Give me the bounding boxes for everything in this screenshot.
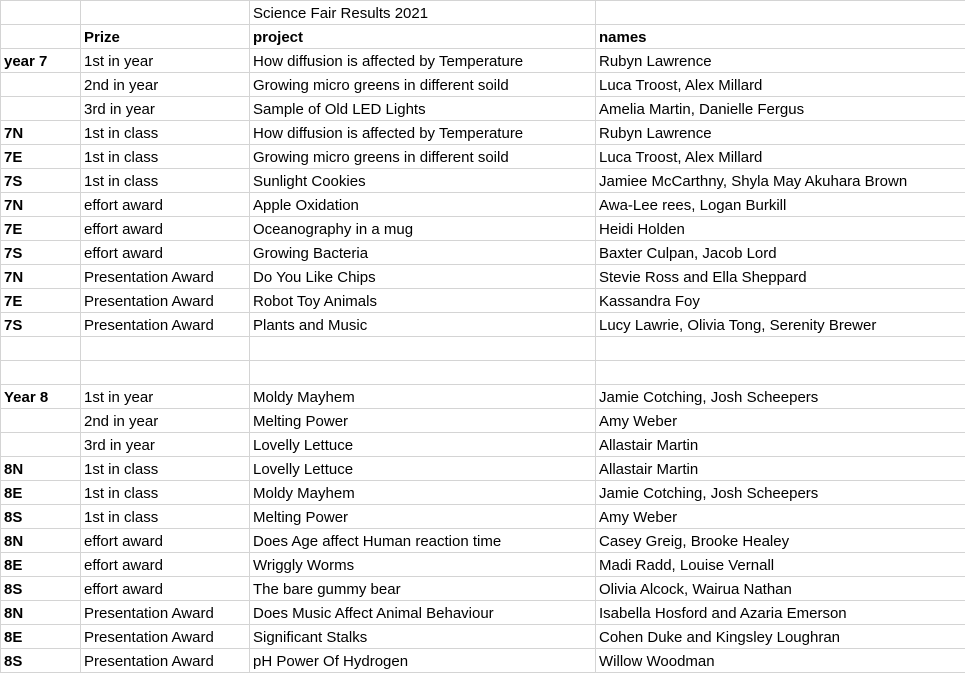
cell-group[interactable] xyxy=(1,97,81,121)
cell-project[interactable]: Melting Power xyxy=(250,409,596,433)
cell-names[interactable]: Olivia Alcock, Wairua Nathan xyxy=(596,577,965,601)
cell-group[interactable]: 8N xyxy=(1,457,81,481)
table-row xyxy=(1,49,965,73)
cell-project[interactable]: Lovelly Lettuce xyxy=(250,457,596,481)
cell-project[interactable]: Wriggly Worms xyxy=(250,553,596,577)
cell-names[interactable]: Luca Troost, Alex Millard xyxy=(596,145,965,169)
cell-group[interactable]: 8E xyxy=(1,625,81,649)
table-row xyxy=(1,649,965,673)
table-row xyxy=(1,1,965,25)
table-row xyxy=(1,337,965,361)
cell-project[interactable] xyxy=(250,361,596,385)
cell-names[interactable]: Isabella Hosford and Azaria Emerson xyxy=(596,601,965,625)
cell-project[interactable]: Apple Oxidation xyxy=(250,193,596,217)
cell-names[interactable]: Stevie Ross and Ella Sheppard xyxy=(596,265,965,289)
cell-names[interactable] xyxy=(596,1,965,25)
cell-prize[interactable]: Presentation Award xyxy=(81,313,250,337)
cell-prize[interactable]: 1st in year xyxy=(81,385,250,409)
cell-names[interactable]: Jamiee McCarthny, Shyla May Akuhara Brown xyxy=(596,169,965,193)
cell-group[interactable] xyxy=(1,25,81,49)
cell-names[interactable]: Jamie Cotching, Josh Scheepers xyxy=(596,481,965,505)
table-row xyxy=(1,97,965,121)
cell-prize[interactable]: effort award xyxy=(81,241,250,265)
cell-prize[interactable] xyxy=(81,1,250,25)
cell-prize[interactable] xyxy=(81,361,250,385)
cell-prize[interactable]: 2nd in year xyxy=(81,409,250,433)
cell-project[interactable] xyxy=(250,337,596,361)
cell-group[interactable] xyxy=(1,73,81,97)
table-row xyxy=(1,241,965,265)
cell-prize[interactable] xyxy=(81,337,250,361)
cell-group[interactable] xyxy=(1,433,81,457)
cell-group[interactable]: 7S xyxy=(1,313,81,337)
table-row xyxy=(1,385,965,409)
cell-prize[interactable]: effort award xyxy=(81,577,250,601)
cell-project[interactable]: Science Fair Results 2021 xyxy=(250,1,596,25)
table-row xyxy=(1,193,965,217)
cell-group[interactable]: 7E xyxy=(1,145,81,169)
cell-group[interactable]: 8N xyxy=(1,529,81,553)
cell-group[interactable] xyxy=(1,1,81,25)
cell-names[interactable]: Rubyn Lawrence xyxy=(596,49,965,73)
cell-names[interactable] xyxy=(596,337,965,361)
cell-project[interactable]: Robot Toy Animals xyxy=(250,289,596,313)
cell-prize[interactable]: 1st in class xyxy=(81,145,250,169)
table-row xyxy=(1,361,965,385)
cell-names[interactable] xyxy=(596,361,965,385)
cell-group[interactable]: 8S xyxy=(1,577,81,601)
cell-prize[interactable]: 2nd in year xyxy=(81,73,250,97)
cell-project[interactable]: pH Power Of Hydrogen xyxy=(250,649,596,673)
cell-prize[interactable]: 1st in year xyxy=(81,49,250,73)
cell-group[interactable]: 8S xyxy=(1,649,81,673)
table-row xyxy=(1,409,965,433)
cell-group[interactable]: 8S xyxy=(1,505,81,529)
cell-project[interactable]: project xyxy=(250,25,596,49)
cell-names[interactable]: Madi Radd, Louise Vernall xyxy=(596,553,965,577)
cell-group[interactable]: Year 8 xyxy=(1,385,81,409)
table-row xyxy=(1,169,965,193)
cell-names[interactable]: Amy Weber xyxy=(596,409,965,433)
cell-project[interactable]: Sunlight Cookies xyxy=(250,169,596,193)
cell-prize[interactable]: 1st in class xyxy=(81,505,250,529)
cell-names[interactable]: Heidi Holden xyxy=(596,217,965,241)
table-row xyxy=(1,457,965,481)
cell-names[interactable]: Awa-Lee rees, Logan Burkill xyxy=(596,193,965,217)
table-row xyxy=(1,529,965,553)
cell-project[interactable]: The bare gummy bear xyxy=(250,577,596,601)
cell-group[interactable]: 7N xyxy=(1,193,81,217)
cell-group[interactable] xyxy=(1,361,81,385)
cell-names[interactable]: Cohen Duke and Kingsley Loughran xyxy=(596,625,965,649)
table-row xyxy=(1,505,965,529)
table-row xyxy=(1,577,965,601)
cell-prize[interactable]: Presentation Award xyxy=(81,625,250,649)
cell-names[interactable]: Amelia Martin, Danielle Fergus xyxy=(596,97,965,121)
table-row xyxy=(1,553,965,577)
cell-names[interactable]: Casey Greig, Brooke Healey xyxy=(596,529,965,553)
cell-group[interactable]: 7E xyxy=(1,289,81,313)
cell-group[interactable]: 7S xyxy=(1,241,81,265)
cell-project[interactable]: Moldy Mayhem xyxy=(250,481,596,505)
table-row xyxy=(1,121,965,145)
cell-prize[interactable]: effort award xyxy=(81,529,250,553)
cell-names[interactable]: Luca Troost, Alex Millard xyxy=(596,73,965,97)
table-row xyxy=(1,313,965,337)
cell-prize[interactable]: Presentation Award xyxy=(81,649,250,673)
table-row xyxy=(1,289,965,313)
cell-prize[interactable]: 1st in class xyxy=(81,481,250,505)
cell-names[interactable]: Baxter Culpan, Jacob Lord xyxy=(596,241,965,265)
cell-project[interactable]: Does Music Affect Animal Behaviour xyxy=(250,601,596,625)
cell-project[interactable]: Lovelly Lettuce xyxy=(250,433,596,457)
cell-names[interactable]: Allastair Martin xyxy=(596,433,965,457)
cell-group[interactable]: 8N xyxy=(1,601,81,625)
cell-prize[interactable]: Presentation Award xyxy=(81,289,250,313)
table-row xyxy=(1,265,965,289)
cell-project[interactable]: Growing micro greens in different soild xyxy=(250,145,596,169)
cell-project[interactable]: Growing micro greens in different soild xyxy=(250,73,596,97)
cell-prize[interactable]: effort award xyxy=(81,553,250,577)
cell-group[interactable]: 7E xyxy=(1,217,81,241)
cell-group[interactable]: year 7 xyxy=(1,49,81,73)
cell-group[interactable]: 7S xyxy=(1,169,81,193)
table-row xyxy=(1,433,965,457)
cell-prize[interactable]: effort award xyxy=(81,193,250,217)
cell-project[interactable]: Do You Like Chips xyxy=(250,265,596,289)
spreadsheet-body xyxy=(1,1,965,673)
cell-prize[interactable]: 1st in class xyxy=(81,457,250,481)
cell-group[interactable] xyxy=(1,337,81,361)
cell-names[interactable]: Kassandra Foy xyxy=(596,289,965,313)
cell-names[interactable]: Jamie Cotching, Josh Scheepers xyxy=(596,385,965,409)
table-row xyxy=(1,73,965,97)
cell-prize[interactable]: 1st in class xyxy=(81,121,250,145)
table-row xyxy=(1,481,965,505)
cell-names[interactable]: Rubyn Lawrence xyxy=(596,121,965,145)
table-row xyxy=(1,25,965,49)
table-row xyxy=(1,625,965,649)
cell-prize[interactable]: 1st in class xyxy=(81,169,250,193)
cell-prize[interactable]: Presentation Award xyxy=(81,601,250,625)
cell-project[interactable]: Sample of Old LED Lights xyxy=(250,97,596,121)
cell-group[interactable]: 8E xyxy=(1,481,81,505)
cell-project[interactable]: Melting Power xyxy=(250,505,596,529)
cell-group[interactable]: 7N xyxy=(1,121,81,145)
cell-project[interactable]: How diffusion is affected by Temperature xyxy=(250,49,596,73)
table-row xyxy=(1,217,965,241)
cell-group[interactable] xyxy=(1,409,81,433)
cell-prize[interactable]: Presentation Award xyxy=(81,265,250,289)
cell-project[interactable]: Growing Bacteria xyxy=(250,241,596,265)
cell-project[interactable]: Significant Stalks xyxy=(250,625,596,649)
cell-prize[interactable]: effort award xyxy=(81,217,250,241)
cell-names[interactable]: names xyxy=(596,25,965,49)
cell-prize[interactable]: Prize xyxy=(81,25,250,49)
cell-project[interactable]: How diffusion is affected by Temperature xyxy=(250,121,596,145)
table-row xyxy=(1,601,965,625)
cell-project[interactable]: Oceanography in a mug xyxy=(250,217,596,241)
cell-project[interactable]: Plants and Music xyxy=(250,313,596,337)
cell-prize[interactable]: 3rd in year xyxy=(81,97,250,121)
cell-group[interactable]: 7N xyxy=(1,265,81,289)
cell-group[interactable]: 8E xyxy=(1,553,81,577)
cell-names[interactable]: Amy Weber xyxy=(596,505,965,529)
cell-project[interactable]: Does Age affect Human reaction time xyxy=(250,529,596,553)
cell-names[interactable]: Willow Woodman xyxy=(596,649,965,673)
cell-names[interactable]: Allastair Martin xyxy=(596,457,965,481)
cell-prize[interactable]: 3rd in year xyxy=(81,433,250,457)
cell-names[interactable]: Lucy Lawrie, Olivia Tong, Serenity Brewer xyxy=(596,313,965,337)
cell-project[interactable]: Moldy Mayhem xyxy=(250,385,596,409)
table-row xyxy=(1,145,965,169)
